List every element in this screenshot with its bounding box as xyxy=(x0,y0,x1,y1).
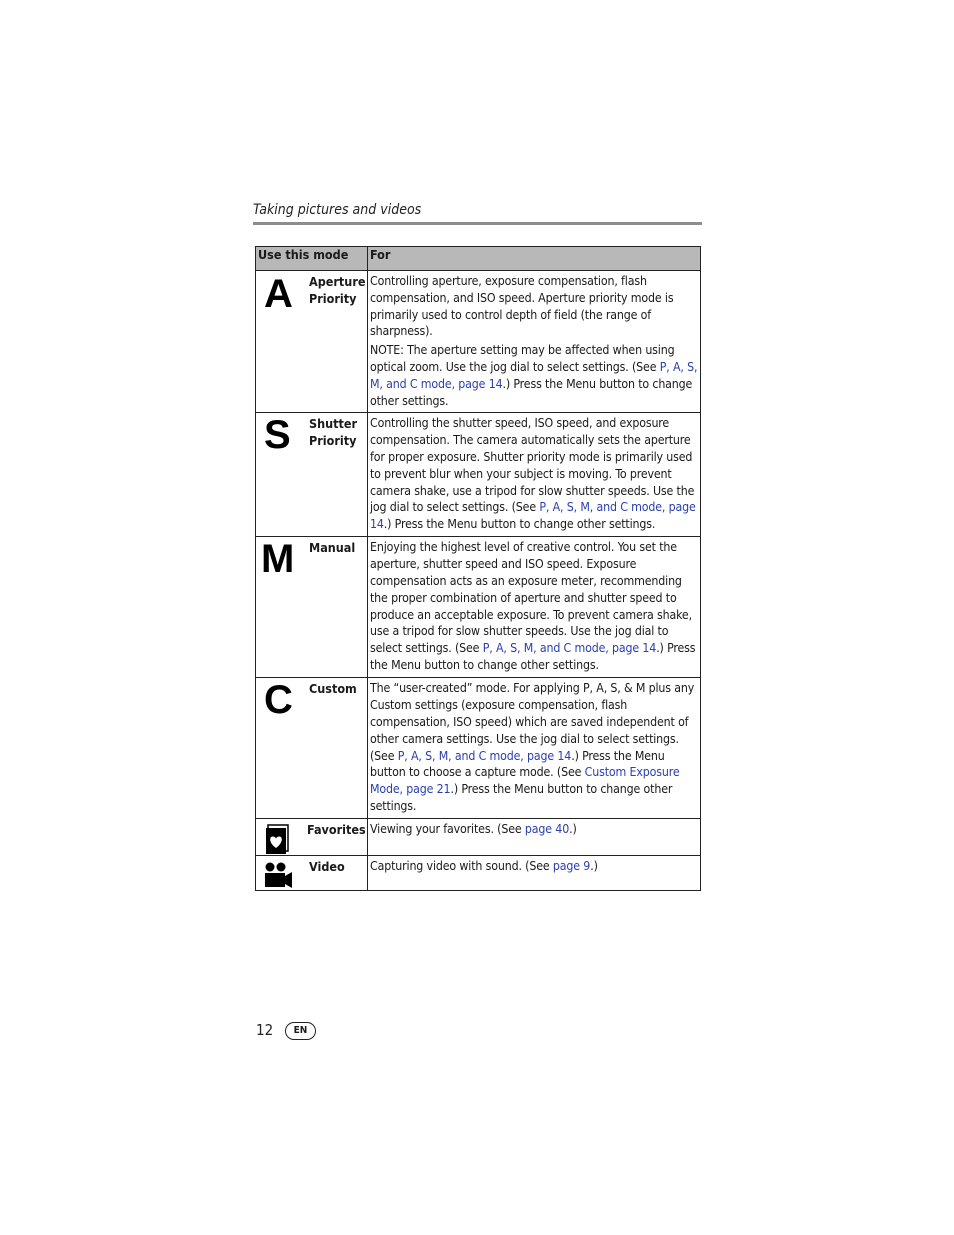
table-row xyxy=(256,537,701,678)
table-row xyxy=(256,413,701,537)
video-camera-icon xyxy=(265,862,293,888)
description-cell xyxy=(368,537,701,678)
header-rule xyxy=(253,222,702,225)
aperture-priority-icon: A xyxy=(264,272,293,316)
mode-page-link[interactable]: P, A, S, M, and C mode, page 14 xyxy=(370,500,696,532)
table-row xyxy=(256,818,701,855)
description xyxy=(368,413,700,536)
table-header-row xyxy=(256,247,701,271)
note-text: NOTE: The aperture setting may be affected when using optical zoom. Use the jog dial to select settings. (See xyxy=(370,343,675,374)
description-text: Controlling the shutter speed, ISO speed, and exposure compensation. The camera automatically sets the aperture for proper exposure. Shutter priority mode is primarily used to prevent blur when your subject is moving. To prevent camera shake, use a tripod for slow shutter speeds. Use the jog dial to select settings. (See xyxy=(370,416,695,515)
description-paragraph: Controlling aperture, exposure compensation, flash compensation, and ISO speed. Aperture priority mode is primarily used to control depth of field (the range of sharpness). xyxy=(370,274,674,339)
mode-cell xyxy=(256,678,368,818)
page-number: 12 xyxy=(256,1021,274,1039)
header-mode: Use this mode xyxy=(256,247,368,271)
description xyxy=(368,271,700,412)
mode-name: Video xyxy=(309,858,345,874)
table-row xyxy=(256,678,701,818)
mode-cell xyxy=(256,818,368,855)
description-text-end: .) xyxy=(569,821,577,836)
description-text: Capturing video with sound. (See xyxy=(370,858,553,873)
description-text: Enjoying the highest level of creative control. You set the aperture, shutter speed and ISO speed. Exposure compensation acts as an exposure meter, recommending the proper combination of aperture and shutter speed to produce an acceptable exposure. To prevent camera shake, use a tripod for slow shutter speeds. Use the jog dial to select settings. (See xyxy=(370,540,692,656)
table-row xyxy=(256,855,701,890)
mode-name: Aperture Priority xyxy=(309,274,366,306)
manual-mode-icon: M xyxy=(261,537,295,582)
description xyxy=(368,819,700,841)
description-text: The “user-created” mode. For applying P, A, S, & M plus any Custom settings (exposure compensation, flash compensation, ISO speed) which are saved independent of other camera settings. Use the jog dial to select settings. (See xyxy=(370,681,695,763)
description-text: Viewing your favorites. (See xyxy=(370,821,525,836)
mode-cell xyxy=(256,271,368,413)
custom-exposure-link[interactable]: Custom Exposure Mode, page 21 xyxy=(370,765,680,797)
description-cell xyxy=(368,855,701,890)
description-cell xyxy=(368,678,701,818)
table-row xyxy=(256,271,701,413)
mode-name: Custom xyxy=(309,681,357,697)
mode-page-link[interactable]: P, A, S, M, and C mode, page 14 xyxy=(482,641,657,656)
mode-cell xyxy=(256,413,368,537)
mode-cell xyxy=(256,537,368,678)
description xyxy=(368,678,700,817)
section-title: Taking pictures and videos xyxy=(253,202,422,218)
video-page-link[interactable]: page 9 xyxy=(552,858,591,873)
description-cell xyxy=(368,413,701,537)
favorites-icon xyxy=(265,824,291,854)
description xyxy=(368,537,700,676)
mode-page-link[interactable]: P, A, S, M, and C mode, page 14 xyxy=(370,359,698,391)
language-badge: EN xyxy=(285,1022,316,1040)
header-for: For xyxy=(368,247,701,271)
modes-table xyxy=(255,246,701,891)
mode-name: Manual xyxy=(309,540,356,556)
mode-name: Favorites xyxy=(307,821,366,837)
description-text-end: .) Press the Menu button to change other settings. xyxy=(383,517,656,532)
description-cell xyxy=(368,271,701,413)
favorites-page-link[interactable]: page 40 xyxy=(524,821,570,836)
note-text-end: .) Press the Menu button to change other settings. xyxy=(370,376,693,408)
mode-cell xyxy=(256,855,368,890)
description xyxy=(368,856,700,878)
description-note xyxy=(370,342,698,409)
description-text-end: .) Press the Menu button to change other settings. xyxy=(370,782,673,813)
mode-page-link[interactable]: P, A, S, M, and C mode, page 14 xyxy=(397,748,572,763)
description-text-end: .) Press the Menu button to change other settings. xyxy=(370,641,696,672)
mode-name: Shutter Priority xyxy=(309,416,358,449)
description-cell xyxy=(368,818,701,855)
custom-mode-icon: C xyxy=(264,678,293,723)
shutter-priority-icon: S xyxy=(264,413,291,458)
description-text-mid: .) Press the Menu button to choose a capture mode. (See xyxy=(370,748,665,780)
description-text-end: .) xyxy=(590,858,598,873)
